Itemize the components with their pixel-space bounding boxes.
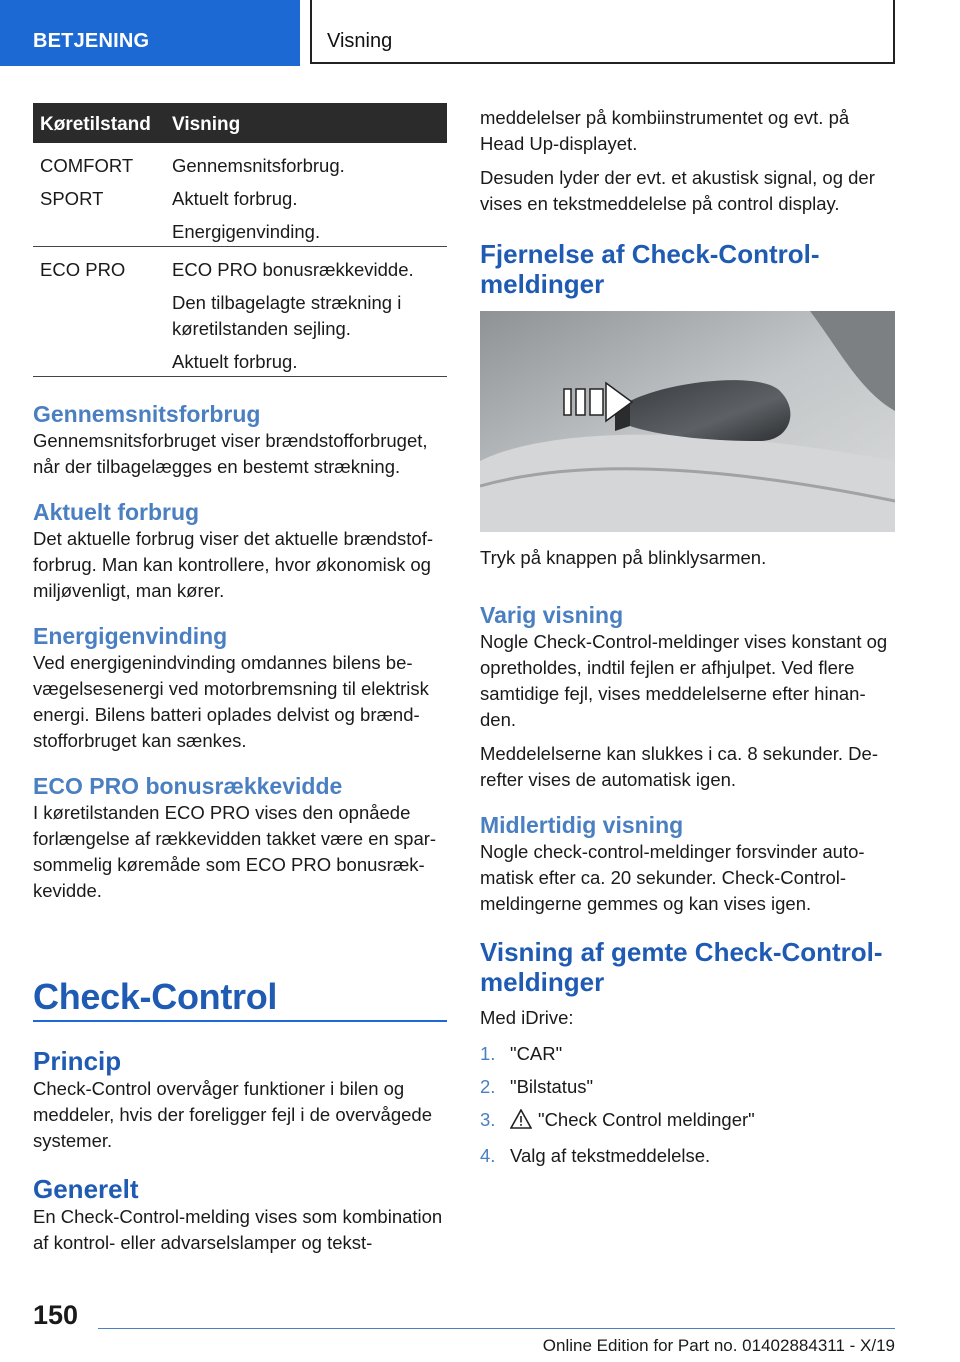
table-cell: ECO PRO [40, 259, 126, 280]
heading-energy-recovery: Energigenvinding [33, 623, 228, 649]
heading-show-stored-messages: Visning af gemte Check-Control-meldinger [480, 937, 883, 997]
page-header [0, 0, 960, 66]
left-column [33, 400, 447, 904]
paragraph: Desuden lyder der evt. et akustisk signal, og der vises en tekstmeddelelse på control display. [480, 167, 875, 214]
chapter-rule [33, 1020, 447, 1022]
table-cell: ECO PRO bonusrækkevidde. [172, 259, 414, 280]
table-cell: Energigenvinding. [172, 221, 321, 242]
list-item: 2. "Bilstatus" [480, 1076, 594, 1097]
paragraph: Nogle check-control-meldinger forsvinder automatisk efter ca. 20 sekunder. Check-Control-meldingerne gemmes og kan vises igen. [480, 841, 865, 914]
table-row [33, 247, 447, 377]
paragraph: Gennemsnitsforbruget viser brændstofforbruget, når der tilbagelægges en bestemt strækning. [33, 430, 428, 477]
turn-signal-lever-illustration [480, 311, 895, 532]
list-item: 4. Valg af tekstmeddelelse. [480, 1145, 711, 1166]
table-header-mode: Køretilstand [40, 114, 151, 135]
page-number: 150 [33, 1300, 79, 1330]
paragraph: Det aktuelle forbrug viser det aktuelle brændstofforbrug. Man kan kontrollere, hvor økonomisk og miljøvenligt, man kører. [33, 528, 434, 601]
heading-principle: Princip [33, 1046, 122, 1076]
paragraph: I køretilstanden ECO PRO vises den opnåede forlængelse af rækkevidden takket være en sparsommelig køremåde som ECO PRO bonusrækkevidde. [33, 802, 437, 901]
paragraph: En Check-Control-melding vises som kombination af kontrol- eller advarselslamper og tekst- [33, 1206, 443, 1253]
page-header-title: Visning [310, 0, 895, 64]
heading-eco-pro-bonus: ECO PRO bonusrækkevidde [33, 773, 343, 799]
chapter-block [33, 976, 447, 1018]
right-column [480, 105, 895, 299]
paragraph: Ved energigenindvinding omdannes bilens bevægelsesenergi ved motorbremsning til elektrisk energi. Bilens batteri oplades delvist og brændstofforbruget kan sænkes. [33, 652, 429, 751]
list-item: 3. "Check Control meldinger" [480, 1107, 895, 1136]
idrive-steps [480, 1041, 895, 1169]
paragraph: Med iDrive: [480, 1007, 574, 1028]
heading-temporary-display: Midlertidig visning [480, 812, 684, 838]
right-column-lower [480, 545, 895, 1176]
table-cell: Aktuelt forbrug. [172, 351, 298, 372]
table-cell: COMFORT [40, 155, 134, 176]
warning-triangle-icon [510, 1109, 532, 1136]
heading-average-consumption: Gennemsnitsforbrug [33, 401, 261, 427]
table-header-display: Visning [172, 114, 241, 135]
table-cell: Aktuelt forbrug. [172, 188, 298, 209]
heading-general: Generelt [33, 1174, 139, 1204]
chapter-title: Check-Control [33, 976, 278, 1017]
list-item: 1. "CAR" [480, 1043, 563, 1064]
table-row [33, 143, 447, 247]
left-column-lower [33, 1046, 447, 1256]
footer-rule [98, 1328, 895, 1329]
table-cell: SPORT [40, 188, 104, 209]
section-tab: BETJENING [0, 0, 300, 66]
heading-current-consumption: Aktuelt forbrug [33, 499, 200, 525]
figure-caption: Tryk på knappen på blinklysarmen. [480, 547, 767, 568]
table-cell: Den tilbagelagte strækning i køretilstanden sejling. [172, 292, 402, 339]
drive-mode-table [33, 103, 447, 377]
heading-permanent-display: Varig visning [480, 602, 624, 628]
heading-remove-messages: Fjernelse af Check-Control-meldinger [480, 239, 820, 299]
paragraph: Check-Control overvåger funktioner i bilen og meddeler, hvis der foreligger fejl i de overvågede systemer. [33, 1078, 433, 1151]
turn-signal-lever-figure [480, 311, 895, 532]
table-cell: Gennemsnitsforbrug. [172, 155, 345, 176]
table-header [33, 103, 447, 143]
paragraph: Meddelelserne kan slukkes i ca. 8 sekunder. Derefter vises de automatisk igen. [480, 743, 878, 790]
paragraph: Nogle Check-Control-meldinger vises konstant og opretholdes, indtil fejlen er afhjulpet. Ved flere samtidige fejl, vises meddelelserne efter hinanden. [480, 631, 888, 730]
footer-edition: Online Edition for Part no. 01402884311 - X/19 [542, 1336, 895, 1355]
paragraph: meddelelser på kombiinstrumentet og evt. på Head Up-displayet. [480, 107, 850, 154]
